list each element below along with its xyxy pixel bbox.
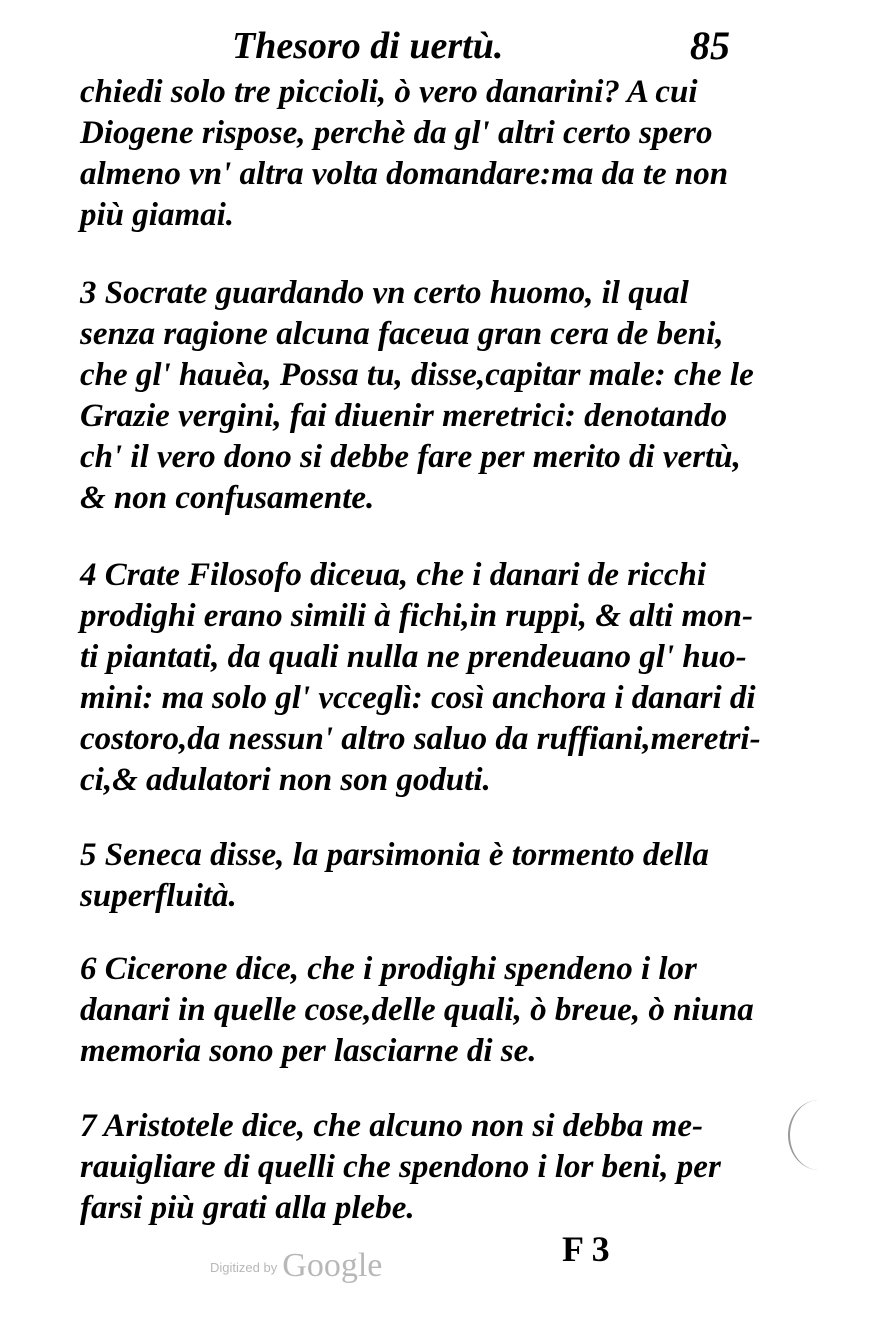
paragraph-7: [80, 1106, 740, 1229]
text-line: mini: ma solo gl' vcceglì: così anchora i danari di: [80, 680, 756, 716]
paragraph-4: [80, 555, 761, 801]
paragraph-gap: [80, 519, 740, 555]
text-line: danari in quelle cose,delle quali, ò breue, ò niuna: [80, 992, 754, 1028]
text-line: ch' il vero dono si debbe fare per merito di vertù,: [80, 439, 741, 475]
page-header: [0, 22, 875, 74]
text-line: che gl' hauèa, Possa tu, disse,capitar male: che le: [80, 357, 754, 393]
paragraph-gap: [80, 236, 740, 273]
text-line: Grazie vergini, fai diuenir meretrici: denotando: [80, 398, 728, 434]
paragraph-gap: [80, 801, 740, 835]
paragraph-gap: [80, 1072, 740, 1106]
digitized-by-watermark: [210, 1247, 382, 1285]
text-line: 3 Socrate guardando vn certo huomo, il qual: [80, 275, 689, 311]
text-line: superfluità.: [80, 878, 237, 914]
running-title: Thesoro di uertù.: [232, 25, 504, 67]
paragraph-5: [80, 835, 740, 917]
text-line: farsi più grati alla plebe.: [80, 1190, 415, 1226]
text-line: prodighi erano simili à fichi,in ruppi, & alti mon-: [80, 598, 753, 634]
text-line: ci,& adulatori non son goduti.: [80, 762, 491, 798]
text-line: senza ragione alcuna faceua gran cera de beni,: [80, 316, 724, 352]
text-line: almeno vn' altra volta domandare:ma da te non: [80, 156, 729, 192]
page-edge-curve: [788, 1100, 850, 1170]
text-line: ti piantati, da quali nulla ne prendeuano gl' huo-: [80, 639, 747, 675]
google-logo: Google: [282, 1247, 383, 1284]
text-line: Diogene rispose, perchè da gl' altri certo spero: [80, 115, 713, 151]
text-line: rauigliare di quelli che spendono i lor beni, per: [80, 1149, 721, 1185]
paragraph-6: [80, 949, 754, 1072]
paragraph-gap: [80, 917, 740, 949]
text-line: & non confusamente.: [80, 480, 375, 516]
text-line: 4 Crate Filosofo diceua, che i danari de ricchi: [80, 557, 707, 593]
paragraph-3: [80, 273, 754, 519]
body-text: [80, 72, 761, 1229]
signature-mark: F 3: [562, 1229, 610, 1269]
text-line: costoro,da nessun' altro saluo da ruffiani,meretri-: [80, 721, 761, 757]
text-line: 6 Cicerone dice, che i prodighi spendeno i lor: [80, 951, 697, 987]
paragraph-continuation: [80, 72, 740, 236]
text-line: più giamai.: [80, 197, 235, 233]
watermark-prefix: Digitized by: [210, 1260, 278, 1275]
text-line: 5 Seneca disse, la parsimonia è tormento della: [80, 837, 709, 873]
text-line: memoria sono per lasciarne di se.: [80, 1033, 537, 1069]
page-number: 85: [690, 23, 730, 68]
text-line: 7 Aristotele dice, che alcuno non si debba me-: [80, 1108, 703, 1144]
text-line: chiedi solo tre piccioli, ò vero danarini? A cui: [80, 74, 698, 110]
